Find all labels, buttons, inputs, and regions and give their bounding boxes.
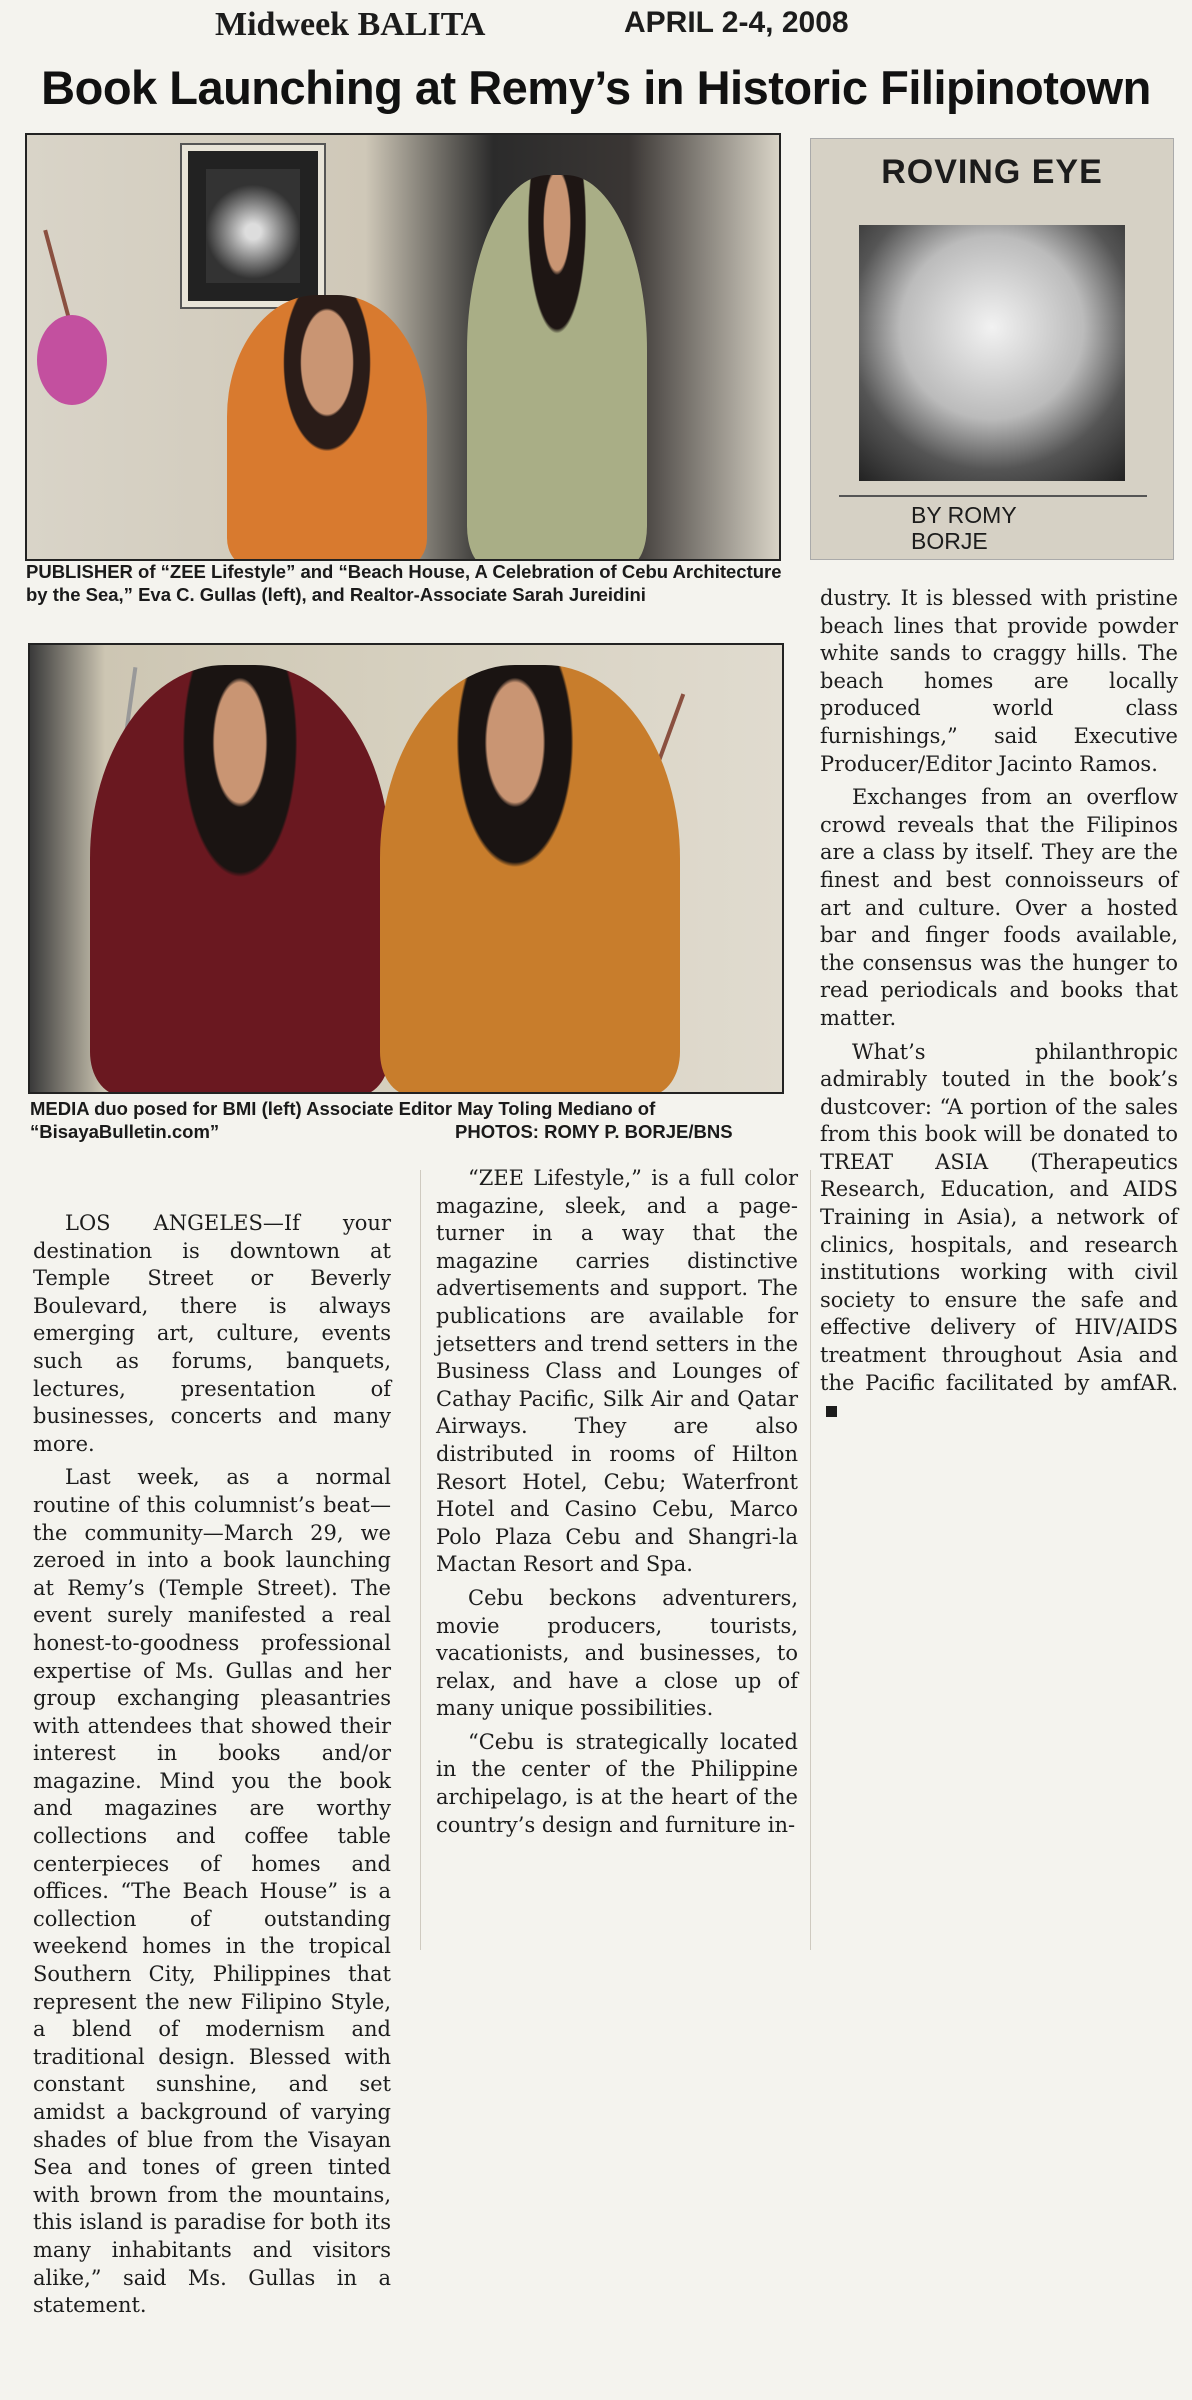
- article-column-1: [33, 1210, 391, 2320]
- masthead: [0, 0, 1192, 55]
- paper-name: Midweek BALITA: [215, 6, 486, 43]
- orchid-flowers: [37, 315, 107, 405]
- paragraph: dustry. It is blessed with pristine beach lines that provide powder white sands to craggy hills. The beach homes are locally produced world class furnishings,” said Executive Producer/Editor Jacinto Ramos.: [820, 586, 1178, 776]
- photo2-caption: MEDIA duo posed for BMI (left) Associate Editor May Toling Mediano of “BisayaBulletin.com”: [30, 1098, 656, 1142]
- paragraph: “Cebu is strategically located in the center of the Philippine archipelago, is at the heart of the country’s design and furniture in-: [436, 1729, 798, 1837]
- headline: Book Launching at Remy’s in Historic Filipinotown: [41, 61, 1151, 114]
- woman-right: [467, 175, 647, 561]
- article-column-3: [820, 585, 1178, 1425]
- photo-media-duo: [28, 643, 784, 1094]
- paragraph: Last week, as a normal routine of this columnist’s beat—the community—March 29, we zeroed in into a book launching at Remy’s (Temple Street). The event surely manifested a real honest-to-goodness professional expertise of Ms. Gullas and her group exchanging pleasantries with attendees that showed their interest in books and/or magazine. Mind you the book and magazines are worthy collections and coffee table centerpieces of homes and offices. “The Beach House” is a collection of outstanding weekend homes in the tropical Southern City, Philippines that represent the new Filipino Style, a blend of modernism and traditional design. Blessed with constant sunshine, and set amidst a background of varying shades of blue from the Visayan Sea and tones of green tinted with brown from the mountains, this island is paradise for both its many inhabitants and visitors alike,” said Ms. Gullas in a statement.: [33, 1465, 391, 2318]
- end-mark-icon: [826, 1406, 837, 1417]
- woman-left: [90, 665, 390, 1094]
- byline: BY ROMY BORJE: [911, 502, 1017, 554]
- divider: [839, 495, 1147, 497]
- columnist-photo: [859, 225, 1125, 481]
- paragraph: Cebu beckons adventurers, movie producers, tourists, vacationists, and businesses, to relax, and have a close up of many unique possibilities.: [436, 1585, 798, 1721]
- wall-frame: [182, 145, 324, 307]
- roving-eye-box: [810, 138, 1174, 560]
- paragraph: LOS ANGELES—If your destination is downtown at Temple Street or Beverly Boulevard, there is always emerging art, culture, events such as forums, banquets, lectures, presentation of businesses, concerts and many more.: [33, 1211, 391, 1456]
- article-column-2: [436, 1165, 798, 1839]
- photo-credit: PHOTOS: ROMY P. BORJE/BNS: [455, 1121, 733, 1142]
- issue-date: APRIL 2-4, 2008: [624, 6, 849, 39]
- woman-left: [227, 295, 427, 561]
- paragraph: What’s philanthropic admirably touted in the book’s dustcover: “A portion of the sales from this book will be donated to TREAT ASIA (Therapeutics Research, Education, and AIDS Training in Asia), a network of clinics, hospitals, and research institutions working with civil society to ensure the safe and effective delivery of HIV/AIDS treatment throughout Asia and the Pacific facilitated by amfAR.: [820, 1039, 1178, 1425]
- photo-publisher-and-realtor: [25, 133, 781, 561]
- paragraph: Exchanges from an overflow crowd reveals that the Filipinos are a class by itself. They are the finest and best connoisseurs of art and culture. Over a hosted bar and finger foods available, the consensus was the hunger to read periodicals and books that matter.: [820, 785, 1178, 1030]
- woman-right: [380, 665, 680, 1094]
- paragraph: “ZEE Lifestyle,” is a full color magazine, sleek, and a page-turner in a way that the magazine carries distinctive advertisements and support. The publications are available for jetsetters and trend setters in the Business Class and Lounges of Cathay Pacific, Silk Air and Qatar Airways. They are also distributed in rooms of Hilton Resort Hotel, Cebu; Waterfront Hotel and Casino Cebu, Marco Polo Plaza Cebu and Shangri-la Mactan Resort and Spa.: [436, 1166, 798, 1577]
- roving-eye-title: ROVING EYE: [881, 153, 1103, 191]
- photo1-caption: PUBLISHER of “ZEE Lifestyle” and “Beach House, A Celebration of Cebu Architecture by the Sea,” Eva C. Gullas (left), and Realtor-Associate Sarah Jureidini: [26, 561, 782, 605]
